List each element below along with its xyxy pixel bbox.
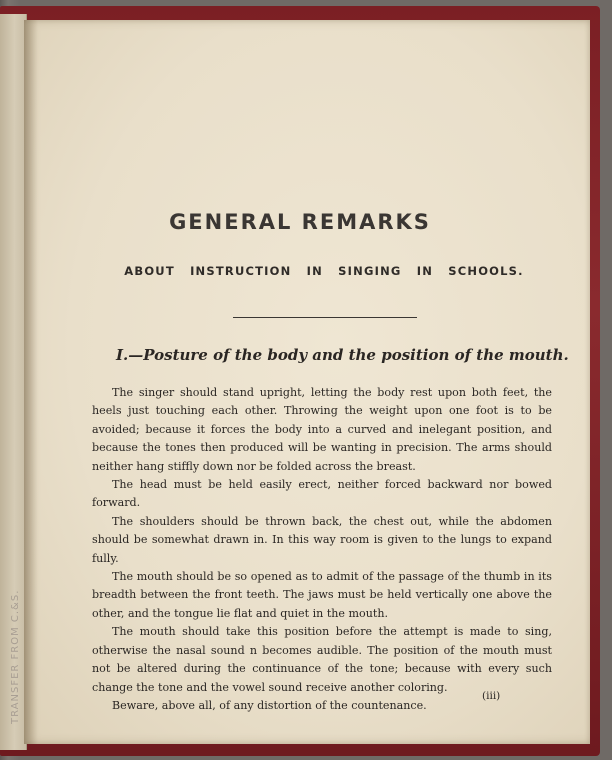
section-heading: I.—Posture of the body and the position of the mouth. [116, 346, 569, 364]
paragraph-head: The head must be held easily erect, neither forced backward nor bowed forward. [92, 478, 552, 510]
page-number: (iii) [482, 690, 501, 702]
paragraph-shoulders: The shoulders should be thrown back, the chest out, while the abdomen should be somewhat drawn in. In this way room is given to the lungs to expand fully. [92, 514, 552, 565]
body-text [92, 384, 552, 715]
paragraph-mouth-position: The mouth should take this position before the attempt is made to sing, otherwise the nasal sound n becomes audible. The position of the mouth must not be altered during the continuance of the tone; because with every such change the tone and the vowel sound receive another coloring. [92, 625, 552, 694]
facing-page-edge [0, 14, 27, 750]
library-stamp [2, 589, 21, 724]
title-divider [233, 317, 417, 318]
page-title: GENERAL REMARKS [169, 210, 431, 234]
paragraph-posture: The singer should stand upright, letting the body rest upon both feet, the heels just touching each other. Throwing the weight upon one foot is to be avoided; because it forces the body into a curved and inelegant position, and because the tones then produced will be wanting in precision. The arms should neither hang stiffly down nor be folded across the breast. [92, 386, 552, 473]
page-subtitle: ABOUT INSTRUCTION IN SINGING IN SCHOOLS. [124, 264, 524, 278]
paragraph-countenance: Beware, above all, of any distortion of the countenance. [112, 698, 427, 712]
library-stamp-text: TRANSFER FROM C.&S. [10, 589, 21, 724]
paragraph-mouth-opening: The mouth should be so opened as to admit of the passage of the thumb in its breadth between the front teeth. The jaws must be held vertically one above the other, and the tongue lie flat and quiet in the mouth. [92, 570, 552, 620]
